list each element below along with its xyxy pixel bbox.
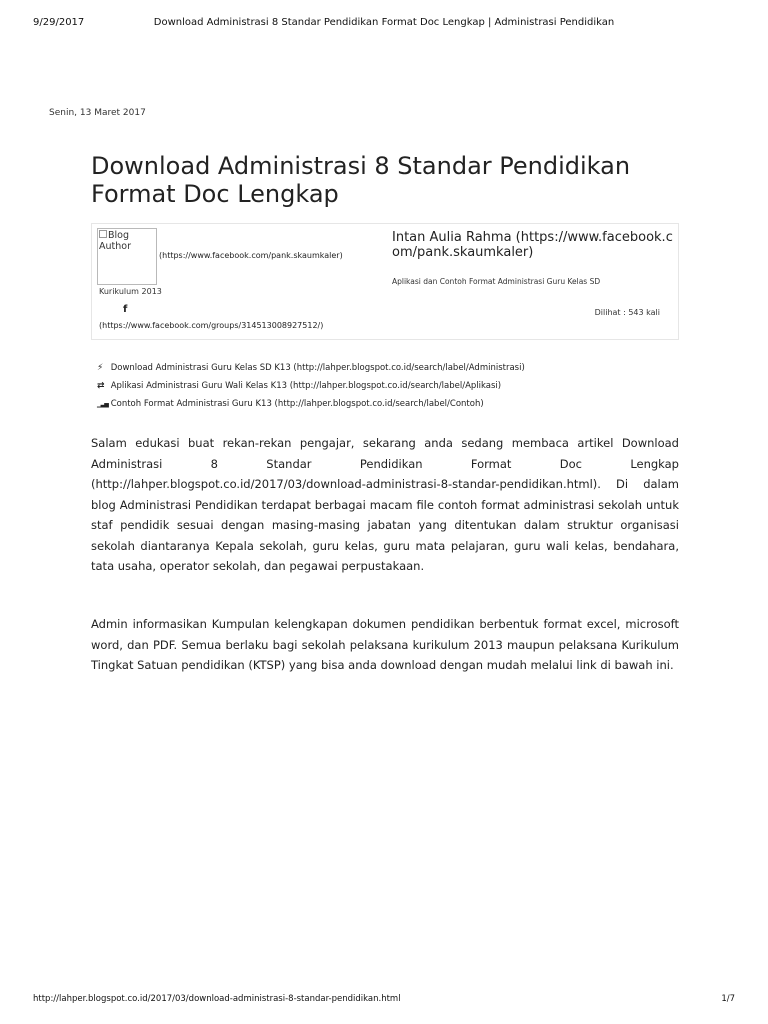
post-title: Download Administrasi 8 Standar Pendidikan Format Doc Lengkap [91,152,631,208]
label-link-aplikasi[interactable] [97,378,525,396]
view-count: Dilihat : 543 kali [594,308,660,317]
bolt-icon: ⚡ [97,363,104,373]
post-date: Senin, 13 Maret 2017 [49,108,146,118]
author-box [91,223,679,340]
label-link-text[interactable]: Download Administrasi Guru Kelas SD K13 (http://lahper.blogspot.co.id/search/label/Administrasi) [110,363,525,373]
label-link-administrasi[interactable] [97,360,525,378]
print-header-title: Download Administrasi 8 Standar Pendidikan Format Doc Lengkap | Administrasi Pendidikan [153,17,615,28]
label-links [97,360,525,414]
broken-image-icon [99,230,107,238]
author-name[interactable]: Intan Aulia Rahma (https://www.facebook.com/pank.skaumkaler) [392,230,673,260]
category-label[interactable]: Kurikulum 2013 [99,287,162,296]
exchange-icon: ⇄ [97,381,105,391]
avatar-alt-text: Blog Author [99,230,131,252]
article-paragraph-2: Admin informasikan Kumpulan kelengkapan dokumen pendidikan berbentuk format excel, microsoft word, dan PDF. Semua berlaku bagi sekolah pelaksana kurikulum 2013 maupun pelaksana Kurikulum Tingkat Satuan pendidikan (KTSP) yang bisa anda download dengan mudah melalui link di bawah ini. [91,617,679,672]
print-footer-url: http://lahper.blogspot.co.id/2017/03/download-administrasi-8-standar-pendidikan.html [33,994,401,1004]
facebook-group-link[interactable]: (https://www.facebook.com/groups/314513008927512/) [99,321,324,330]
print-footer-page: 1/7 [721,994,735,1004]
author-description: Aplikasi dan Contoh Format Administrasi Guru Kelas SD [392,277,601,286]
print-header-date: 9/29/2017 [33,17,85,28]
label-link-contoh[interactable] [97,396,525,414]
label-link-text[interactable]: Aplikasi Administrasi Guru Wali Kelas K13 (http://lahper.blogspot.co.id/search/label/Aplikasi) [110,381,502,391]
article-paragraph-1: Salam edukasi buat rekan-rekan pengajar, sekarang anda sedang membaca artikel Download Administrasi 8 Standar Pendidikan Format Doc Lengkap (http://lahper.blogspot.co.id/2017/03/download-administrasi-8-standar-pendidikan.html). Di dalam blog Administrasi Pendidikan terdapat berbagai macam file contoh format administrasi sekolah untuk staf pendidik sesuai dengan masing-masing jabatan yang ditentukan dalam struktur organisasi sekolah diantaranya Kepala sekolah, guru kelas, guru mata pelajaran, guru wali kelas, bendahara, tata usaha, operator sekolah, dan pegawai perpustakaan. [91,436,679,573]
author-facebook-link[interactable]: (https://www.facebook.com/pank.skaumkaler) [159,251,343,260]
facebook-icon[interactable]: f [123,304,128,315]
author-avatar[interactable] [97,228,157,285]
label-link-text[interactable]: Contoh Format Administrasi Guru K13 (http://lahper.blogspot.co.id/search/label/Contoh) [110,399,484,409]
signal-icon: ▁▃▅ [97,401,108,408]
